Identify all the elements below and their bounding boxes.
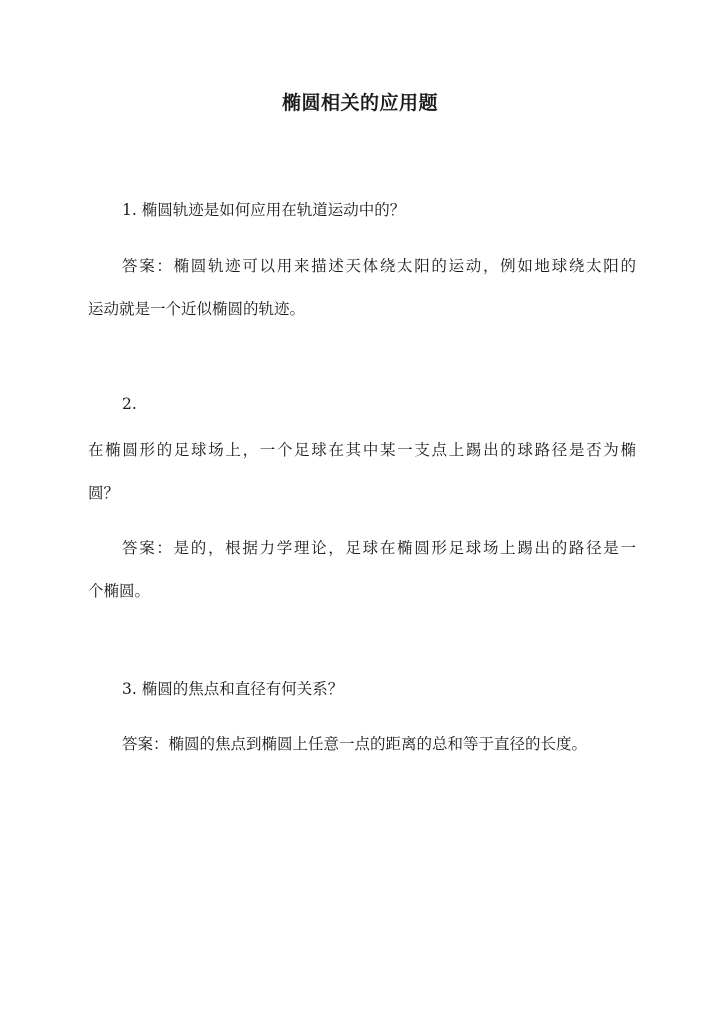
answer-3-text: 答案：椭圆的焦点到椭圆上任意一点的距离的总和等于直径的长度。: [122, 735, 588, 753]
answer-1-line-2: 运动就是一个近似椭圆的轨迹。: [88, 300, 306, 318]
document-title: 椭圆相关的应用题: [281, 92, 438, 114]
question-1-text: 1. 椭圆轨迹是如何应用在轨道运动中的？: [122, 201, 406, 219]
question-2-number: 2.: [122, 395, 137, 413]
question-2-line-1: 在椭圆形的足球场上，一个足球在其中某一支点上踢出的球路径是否为椭: [88, 441, 636, 459]
answer-2-line-1: 答案：是的，根据力学理论，足球在椭圆形足球场上踢出的路径是一: [122, 539, 636, 557]
answer-1-line-1: 答案：椭圆轨迹可以用来描述天体绕太阳的运动，例如地球绕太阳的: [122, 257, 636, 275]
question-3-text: 3. 椭圆的焦点和直径有何关系？: [122, 680, 344, 698]
question-2-line-2: 圆？: [88, 484, 120, 502]
answer-2-line-2: 个椭圆。: [88, 582, 151, 600]
